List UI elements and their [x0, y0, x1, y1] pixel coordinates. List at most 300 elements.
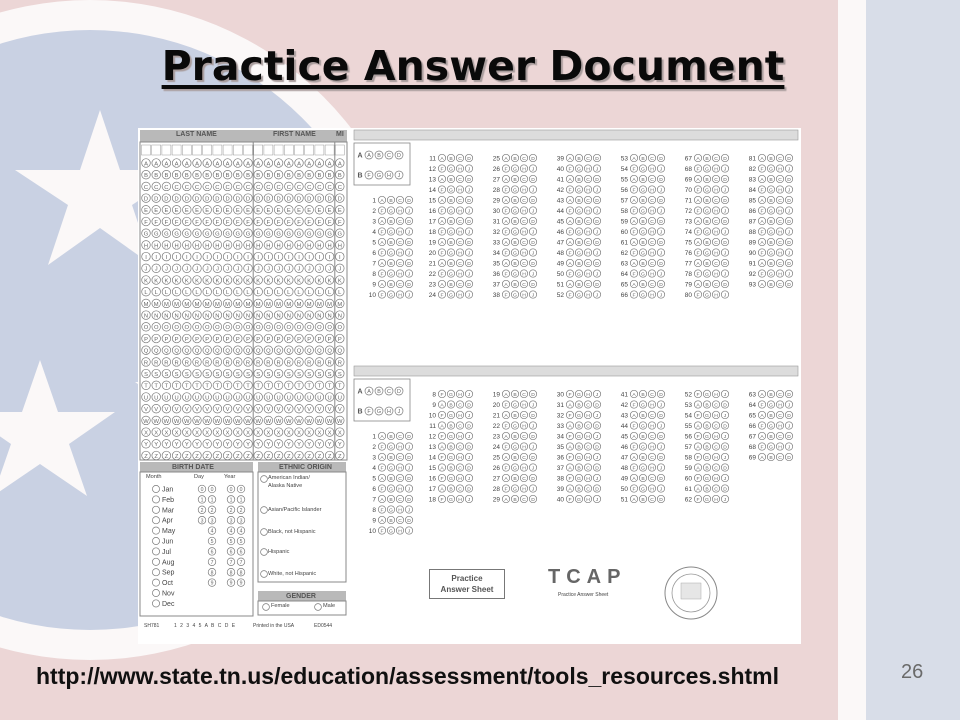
name-bubble-letter: H [307, 243, 312, 250]
section1-answer-bubble-letter: B [769, 156, 773, 163]
name-bubble-letter: Z [327, 453, 332, 460]
section1-answer-bubble-letter: F [760, 166, 764, 173]
name-bubble-letter: Y [215, 442, 220, 449]
name-bubble-letter: A [266, 161, 271, 168]
name-bubble-letter: F [338, 219, 342, 226]
section2-answer-bubble-letter: G [577, 455, 581, 462]
name-bubble-letter: F [225, 219, 230, 226]
section2-answer-bubble-letter: B [769, 434, 773, 441]
name-bubble-letter: Y [286, 442, 291, 449]
section1-question-number: 39 [556, 155, 564, 163]
name-bubble-letter: T [164, 383, 169, 390]
section1-answer-bubble-letter: B [513, 282, 517, 289]
section1-answer-bubble-letter: F [504, 229, 508, 236]
section2-answer-bubble-letter: B [513, 392, 517, 399]
section1-answer-bubble-letter: G [769, 208, 773, 215]
name-bubble-letter: R [276, 360, 281, 367]
tennessee-seal-icon [665, 567, 717, 619]
section1-answer-bubble-letter: G [577, 208, 581, 215]
name-bubble-letter: C [225, 184, 230, 191]
name-bubble-letter: P [246, 336, 250, 343]
section2-question-number: 26 [492, 465, 500, 472]
section1-answer-bubble-letter: G [513, 250, 517, 257]
section1-answer-bubble-letter: H [714, 292, 718, 299]
section1-question-number: 5 [372, 239, 376, 247]
name-bubble-letter: T [287, 383, 291, 390]
section2-answer-bubble-letter: H [522, 444, 526, 451]
section1-question-number: 45 [556, 218, 564, 226]
name-bubble-letter: W [326, 418, 333, 425]
name-bubble-letter: O [164, 325, 169, 332]
section2-question-number: 44 [620, 423, 628, 430]
section1-answer-bubble-letter: A [632, 198, 636, 205]
section2-answer-bubble-letter: H [522, 486, 526, 493]
name-bubble-letter: M [143, 301, 149, 308]
name-bubble-letter: G [194, 231, 200, 238]
section1-answer-bubble-letter: J [659, 229, 663, 236]
name-bubble-letter: E [266, 208, 271, 215]
section2-question-number: 13 [428, 444, 436, 451]
section2-answer-bubble-letter: J [407, 444, 411, 451]
day-ones-bubble-letter: 9 [210, 580, 214, 587]
section1-answer-bubble-letter: B [641, 219, 645, 226]
section1-question-number: 55 [620, 176, 628, 184]
name-bubble-letter: B [215, 173, 220, 180]
name-bubble-letter: F [287, 219, 291, 226]
section1-question-number: 63 [620, 260, 628, 268]
section1-answer-bubble-letter: D [467, 240, 471, 247]
month-label-text: Nov [162, 590, 175, 598]
section2-answer-bubble-letter: B [577, 444, 581, 451]
section1-sample-label: B [357, 172, 363, 180]
name-bubble-letter: Q [337, 348, 343, 355]
section2-question-number: 62 [684, 496, 692, 504]
section2-question-number: 5 [372, 475, 376, 483]
section2-answer-bubble-letter: D [723, 402, 727, 409]
section2-answer-bubble-letter: C [650, 413, 654, 420]
section1-answer-bubble-letter: D [659, 198, 663, 205]
section2-answer-bubble-letter: C [522, 497, 526, 504]
section2-question-number: 67 [748, 433, 756, 441]
section1-question-number: 28 [492, 187, 500, 194]
section1-answer-bubble-letter: H [398, 292, 402, 299]
section1-answer-bubble-letter: B [577, 177, 581, 184]
section2-answer-bubble-letter: J [723, 476, 727, 483]
name-bubble-letter: A [276, 161, 281, 168]
section1-answer-bubble-letter: F [380, 292, 384, 299]
name-bubble-letter: B [246, 173, 250, 180]
section2-answer-bubble-letter: H [458, 392, 462, 399]
section2-answer-bubble-letter: H [522, 465, 526, 472]
section2-answer-bubble-letter: A [380, 476, 384, 483]
name-bubble-letter: W [296, 418, 302, 425]
name-bubble-letter: P [317, 336, 322, 343]
name-bubble-letter: I [267, 254, 270, 261]
section2-answer-bubble-letter: A [696, 423, 700, 430]
section1-answer-bubble-letter: C [650, 177, 654, 184]
name-bubble-letter: C [317, 184, 322, 191]
name-bubble-letter: Y [266, 442, 271, 449]
name-bubble-letter: R [174, 360, 179, 367]
name-bubble-letter: Y [154, 442, 159, 449]
section2-answer-bubble-letter: G [577, 497, 581, 504]
name-bubble-letter: I [226, 254, 229, 261]
section2-answer-bubble-letter: B [641, 455, 645, 462]
name-bubble-letter: S [225, 371, 230, 378]
name-bubble-letter: H [235, 243, 240, 250]
section1-question-number: 62 [620, 250, 628, 257]
section2-answer-bubble-letter: C [650, 497, 654, 504]
ethnic-bubble [261, 549, 268, 556]
name-bubble-letter: L [174, 290, 179, 297]
section1-answer-bubble-letter: G [513, 292, 517, 299]
section1-answer-bubble-letter: A [504, 177, 508, 184]
name-bubble-letter: U [296, 395, 302, 402]
name-bubble-letter: C [205, 184, 210, 191]
section2-question-number: 4 [372, 465, 376, 472]
year-ones-bubble-letter: 5 [239, 539, 243, 546]
section2-answer-bubble-letter: A [696, 444, 700, 451]
section2-answer-bubble-letter: G [641, 444, 645, 451]
section1-question-number: 76 [684, 250, 692, 257]
section2-answer-bubble-letter: B [389, 497, 393, 504]
month-bubble [152, 548, 159, 555]
section2-answer-bubble-letter: C [650, 455, 654, 462]
footer-code-left: SH781 [144, 623, 160, 629]
section1-answer-bubble-letter: B [513, 240, 517, 247]
section1-answer-bubble-letter: A [440, 177, 444, 184]
section1-answer-bubble-letter: F [568, 187, 572, 194]
section2-answer-bubble-letter: G [705, 476, 709, 483]
name-bubble-letter: E [317, 208, 322, 215]
section1-answer-bubble-letter: J [659, 166, 663, 173]
name-bubble-letter: M [153, 301, 159, 308]
name-bubble-letter: M [316, 301, 322, 308]
section1-answer-bubble-letter: G [577, 271, 581, 278]
name-bubble-letter: Z [256, 453, 260, 460]
name-bubble-letter: F [246, 219, 250, 226]
name-bubble-letter: N [235, 313, 240, 320]
name-write-box [264, 145, 273, 155]
section1-answer-bubble-letter: J [787, 208, 791, 215]
section2-answer-bubble-letter: C [522, 434, 526, 441]
name-bubble-letter: H [317, 243, 322, 250]
section1-answer-bubble-letter: A [760, 198, 764, 205]
name-bubble-letter: W [245, 418, 251, 425]
section1-answer-bubble-letter: D [595, 240, 599, 247]
name-bubble-letter: D [256, 196, 261, 203]
name-bubble-letter: C [194, 184, 200, 191]
name-bubble-letter: N [225, 313, 230, 320]
section2-answer-bubble-letter: G [389, 444, 393, 451]
name-bubble-letter: K [215, 278, 220, 285]
name-bubble-letter: C [235, 184, 240, 191]
section1-answer-bubble-letter: H [522, 229, 526, 236]
section1-answer-bubble-letter: G [641, 166, 645, 173]
name-bubble-letter: R [256, 360, 261, 367]
section2-answer-bubble-letter: F [380, 528, 384, 535]
name-bubble-letter: H [194, 243, 200, 250]
name-bubble-letter: Q [184, 348, 190, 355]
resource-url-link[interactable]: http://www.state.tn.us/education/assessment/tools_resources.shtml [36, 663, 779, 689]
section2-answer-bubble-letter: C [586, 402, 590, 409]
section2-answer-bubble-letter: J [723, 455, 727, 462]
name-bubble-letter: M [235, 301, 241, 308]
section2-answer-bubble-letter: B [705, 486, 709, 493]
name-bubble-letter: L [266, 290, 271, 297]
section2-answer-bubble-letter: D [659, 413, 663, 420]
name-bubble-letter: W [306, 418, 312, 425]
name-bubble-letter: X [246, 430, 250, 437]
section1-question-number: 67 [684, 155, 692, 163]
section1-answer-bubble-letter: G [769, 229, 773, 236]
section1-answer-bubble-letter: G [513, 166, 517, 173]
section2-answer-bubble-letter: F [632, 486, 636, 493]
section2-answer-bubble-letter: F [696, 413, 700, 420]
section2-answer-bubble-letter: D [407, 434, 411, 441]
section1-answer-bubble-letter: H [714, 271, 718, 278]
name-bubble-letter: H [154, 243, 159, 250]
section2-answer-bubble-letter: G [389, 507, 393, 514]
name-bubble-letter: T [266, 383, 271, 390]
section2-answer-bubble-letter: G [449, 434, 453, 441]
ethnic-option-3: Black, not Hispanic [268, 529, 316, 535]
section1-answer-bubble-letter: B [449, 219, 453, 226]
name-bubble-letter: U [327, 395, 332, 402]
section2-answer-bubble-letter: H [714, 434, 718, 441]
name-bubble-letter: Q [306, 348, 312, 355]
section2-sample-bubble-letter: H [387, 409, 391, 416]
section2-answer-bubble-letter: H [778, 444, 782, 451]
section1-question-number: 32 [492, 229, 500, 236]
section1-answer-bubble-letter: H [586, 292, 590, 299]
name-bubble-letter: S [297, 371, 301, 378]
name-bubble-letter: P [286, 336, 291, 343]
section1-answer-bubble-letter: H [650, 166, 654, 173]
section1-answer-bubble-letter: D [595, 156, 599, 163]
section2-question-number: 68 [748, 444, 756, 451]
name-bubble-letter: Y [256, 442, 261, 449]
year-ones-bubble-letter: 1 [239, 497, 243, 504]
section1-answer-bubble-letter: A [504, 282, 508, 289]
name-bubble-letter: L [276, 290, 281, 297]
section1-answer-bubble-letter: D [531, 240, 535, 247]
name-bubble-letter: Q [286, 348, 292, 355]
name-write-box [325, 145, 334, 155]
name-bubble-letter: D [184, 196, 189, 203]
name-bubble-letter: H [296, 243, 302, 250]
name-bubble-letter: J [287, 266, 291, 273]
section1-answer-bubble-letter: F [760, 187, 764, 194]
name-bubble-letter: U [225, 395, 230, 402]
name-bubble-letter: C [337, 184, 342, 191]
section2-answer-bubble-letter: B [577, 402, 581, 409]
section1-answer-bubble-letter: H [458, 271, 462, 278]
first-name-label: FIRST NAME [273, 131, 316, 138]
section2-answer-bubble-letter: H [714, 476, 718, 483]
name-bubble-letter: O [225, 325, 230, 332]
section1-question-number: 61 [620, 239, 628, 247]
name-bubble-letter: R [307, 360, 312, 367]
section2-answer-bubble-letter: A [568, 423, 572, 430]
name-bubble-letter: Y [327, 442, 332, 449]
section1-answer-bubble-letter: H [650, 271, 654, 278]
year-tens-bubble-letter: 9 [229, 580, 233, 587]
section2-answer-bubble-letter: D [407, 497, 411, 504]
section1-answer-bubble-letter: A [696, 282, 700, 289]
name-bubble-letter: O [245, 325, 251, 332]
section2-answer-bubble-letter: B [449, 423, 453, 430]
section2-answer-bubble-letter: D [595, 423, 599, 430]
section2-answer-bubble-letter: G [449, 455, 453, 462]
name-bubble-letter: G [143, 231, 149, 238]
name-bubble-letter: K [174, 278, 179, 285]
name-bubble-letter: O [337, 325, 343, 332]
name-bubble-letter: Z [174, 453, 179, 460]
name-bubble-letter: D [154, 196, 159, 203]
section1-answer-bubble-letter: F [632, 229, 636, 236]
name-bubble-letter: X [174, 430, 179, 437]
section1-answer-bubble-letter: D [467, 177, 471, 184]
section1-question-number: 31 [492, 218, 500, 226]
ethnic-option-2: Asian/Pacific Islander [268, 507, 322, 513]
section1-answer-bubble-letter: B [577, 282, 581, 289]
section1-question-number: 84 [748, 187, 756, 194]
name-bubble-letter: X [266, 430, 271, 437]
section1-answer-bubble-letter: C [458, 282, 462, 289]
day-ones-bubble-letter: 0 [210, 487, 214, 494]
name-bubble-letter: N [307, 313, 312, 320]
section2-answer-bubble-letter: D [723, 444, 727, 451]
section1-question-number: 56 [620, 187, 628, 194]
section1-question-number: 21 [428, 260, 436, 268]
section1-question-number: 49 [556, 260, 564, 268]
name-bubble-letter: D [205, 196, 210, 203]
section2-answer-bubble-letter: H [586, 476, 590, 483]
name-bubble-letter: L [144, 290, 148, 297]
section1-answer-bubble-letter: J [787, 250, 791, 257]
name-write-box [295, 145, 304, 155]
section1-answer-bubble-letter: A [632, 282, 636, 289]
section1-answer-bubble-letter: D [467, 219, 471, 226]
name-bubble-letter: O [286, 325, 292, 332]
section1-answer-bubble-letter: H [586, 229, 590, 236]
section2-answer-bubble-letter: D [787, 392, 791, 399]
name-bubble-letter: U [337, 395, 342, 402]
month-label-text: Sep [162, 569, 175, 577]
section2-answer-bubble-letter: B [513, 413, 517, 420]
section2-answer-bubble-letter: A [696, 402, 700, 409]
name-bubble-letter: J [317, 266, 321, 273]
section1-question-number: 8 [372, 271, 376, 278]
name-write-box [213, 145, 222, 155]
section2-question-number: 55 [684, 423, 692, 430]
section1-question-number: 6 [372, 250, 376, 257]
name-bubble-letter: L [297, 290, 301, 297]
name-bubble-letter: W [255, 418, 261, 425]
section2-answer-bubble-letter: D [659, 455, 663, 462]
name-bubble-letter: U [317, 395, 322, 402]
name-bubble-letter: P [337, 336, 342, 343]
name-bubble-letter: V [317, 407, 322, 414]
section2-answer-bubble-letter: G [577, 413, 581, 420]
name-bubble-letter: D [164, 196, 169, 203]
section2-answer-bubble-letter: A [632, 434, 636, 441]
section1-answer-bubble-letter: D [787, 240, 791, 247]
section1-answer-bubble-letter: D [467, 282, 471, 289]
name-bubble-letter: B [297, 173, 301, 180]
section1-answer-bubble-letter: A [760, 156, 764, 163]
section1-answer-bubble-letter: B [513, 198, 517, 205]
name-bubble-letter: S [286, 371, 291, 378]
section1-answer-bubble-letter: J [723, 166, 727, 173]
section2-answer-bubble-letter: A [504, 476, 508, 483]
name-bubble-letter: O [317, 325, 322, 332]
section2-question-number: 50 [620, 486, 628, 493]
name-bubble-letter: F [317, 219, 322, 226]
section2-question-number: 18 [428, 496, 436, 504]
name-bubble-letter: S [276, 371, 281, 378]
name-bubble-letter: N [174, 313, 179, 320]
name-bubble-letter: Z [338, 453, 342, 460]
section2-answer-bubble-letter: F [568, 413, 572, 420]
month-bubble [152, 579, 159, 586]
name-bubble-letter: K [297, 278, 301, 285]
name-bubble-letter: D [225, 196, 230, 203]
year-tens-bubble-letter: 4 [229, 528, 233, 535]
section1-answer-bubble-letter: C [714, 177, 718, 184]
section2-answer-bubble-letter: J [659, 444, 663, 451]
section1-answer-bubble-letter: G [705, 229, 709, 236]
section2-answer-bubble-letter: D [407, 455, 411, 462]
section1-answer-bubble-letter: D [595, 282, 599, 289]
day-ones-bubble-letter: 2 [210, 507, 214, 514]
name-bubble-letter: X [205, 430, 210, 437]
year-tens-bubble-letter: 7 [229, 559, 233, 566]
section1-answer-bubble-letter: C [458, 198, 462, 205]
section1-answer-bubble-letter: A [760, 177, 764, 184]
section1-answer-bubble-letter: F [380, 250, 384, 257]
name-bubble-letter: M [225, 301, 231, 308]
section1-answer-bubble-letter: F [696, 292, 700, 299]
name-bubble-letter: R [205, 360, 210, 367]
section2-header-bar [354, 366, 798, 376]
name-bubble-letter: J [277, 266, 281, 273]
year-tens-bubble-letter: 1 [229, 497, 233, 504]
section2-question-number: 37 [556, 465, 564, 472]
name-bubble-letter: M [255, 301, 261, 308]
section1-answer-bubble-letter: H [398, 250, 402, 257]
name-bubble-letter: X [256, 430, 261, 437]
section1-answer-bubble-letter: B [449, 156, 453, 163]
section1-question-number: 17 [428, 218, 436, 226]
section1-answer-bubble-letter: J [659, 271, 663, 278]
name-bubble-letter: V [327, 407, 332, 414]
section2-answer-bubble-letter: B [513, 497, 517, 504]
name-bubble-letter: P [307, 336, 312, 343]
name-bubble-letter: G [276, 231, 281, 238]
section2-answer-bubble-letter: J [407, 528, 411, 535]
section2-answer-bubble-letter: G [577, 392, 581, 399]
name-bubble-letter: K [154, 278, 159, 285]
section2-question-number: 43 [620, 412, 628, 420]
name-bubble-letter: D [266, 196, 271, 203]
name-bubble-letter: U [215, 395, 220, 402]
section1-answer-bubble-letter: A [440, 198, 444, 205]
name-bubble-letter: X [286, 430, 291, 437]
name-bubble-letter: O [184, 325, 190, 332]
section2-answer-bubble-letter: C [522, 455, 526, 462]
